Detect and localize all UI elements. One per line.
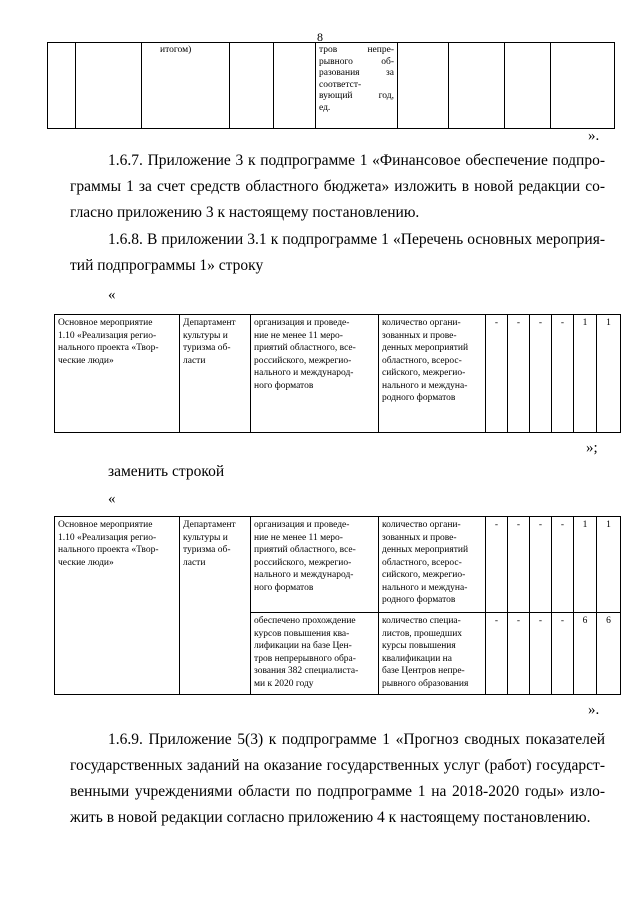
value-cell: 6: [597, 613, 621, 695]
value-cell: -: [508, 517, 530, 613]
value-cell: -: [486, 517, 508, 613]
value-cell: -: [530, 613, 552, 695]
opening-quote: «: [108, 491, 116, 507]
table-cell: [505, 43, 551, 129]
main-activity-cell: Основное мероприятие 1.10 «Реализация регио- нального проекта «Твор- ческие люди»: [55, 517, 180, 695]
value-cell: 1: [574, 315, 597, 433]
result-cell: организация и проведе- ние не менее 11 меро- приятий областного, все- российского, межрегио- нального и международ- ного форматов: [251, 517, 379, 613]
value-cell: -: [530, 517, 552, 613]
result-cell: организация и проведе- ние не менее 11 меро- приятий областного, все- российского, межрегио- нального и международ- ного форматов: [251, 315, 379, 433]
table-cell: тров непре- рывного об- разования за соответст- вующий год, ед.: [316, 43, 398, 129]
table-cell: [76, 43, 142, 129]
value-cell: -: [552, 517, 574, 613]
table-cell: [274, 43, 316, 129]
paragraph-1-6-9: 1.6.9. Приложение 5(3) к подпрограмме 1 «Прогноз сводных показателей государственных заданий на оказание государственных услуг (работ) государст- венными учреждениями области по подпрограмме 1 на 2018-2020 годы» изло- жить в новой редакции согласно приложению 4 к настоящему постановлению.: [70, 731, 605, 826]
table-row: [55, 517, 621, 613]
opening-quote: «: [108, 287, 116, 303]
value-cell: 1: [574, 517, 597, 613]
value-cell: -: [552, 315, 574, 433]
replace-text: заменить строкой: [108, 463, 225, 480]
value-cell: -: [508, 315, 530, 433]
table-new-rows: [54, 516, 621, 695]
executor-cell: Департамент культуры и туризма об- ласти: [180, 517, 251, 695]
table-cell: итогом): [142, 43, 230, 129]
table-cell: [551, 43, 615, 129]
indicator-cell: количество органи- зованных и прове- денных мероприятий областного, всерос- сийского, межрегио- нального и междуна- родного форматов: [379, 517, 486, 613]
closing-quote: ».: [588, 702, 600, 718]
value-cell: -: [486, 613, 508, 695]
table-cell: [48, 43, 76, 129]
executor-cell: Департамент культуры и туризма об- ласти: [180, 315, 251, 433]
closing-quote: ».: [588, 128, 600, 144]
value-cell: -: [486, 315, 508, 433]
value-cell: 6: [574, 613, 597, 695]
result-cell: обеспечено прохождение курсов повышения ква- лификации на базе Цен- тров непрерывного обра- зования 382 специалиста- ми к 2020 году: [251, 613, 379, 695]
page-number: 8: [317, 30, 323, 44]
value-cell: 1: [597, 517, 621, 613]
paragraph-1-6-7: 1.6.7. Приложение 3 к подпрограмме 1 «Финансовое обеспечение подпро- граммы 1 за счет средств областного бюджета» изложить в новой редакции со- гласно приложению 3 к настоящему постановлению.: [70, 152, 605, 221]
value-cell: -: [552, 613, 574, 695]
table-cell: [230, 43, 274, 129]
table-old-row: [54, 314, 621, 433]
continued-table-fragment: [47, 42, 615, 129]
value-cell: -: [508, 613, 530, 695]
closing-quote: »;: [586, 440, 598, 456]
indicator-cell: количество специа- листов, прошедших курсы повышения квалификации на базе Центров непре- рывного образования: [379, 613, 486, 695]
value-cell: -: [530, 315, 552, 433]
table-cell: [449, 43, 505, 129]
indicator-cell: количество органи- зованных и прове- денных мероприятий областного, всерос- сийского, межрегио- нального и междуна- родного форматов: [379, 315, 486, 433]
value-cell: 1: [597, 315, 621, 433]
table-row: [55, 315, 621, 433]
table-cell: [398, 43, 449, 129]
main-activity-cell: Основное мероприятие 1.10 «Реализация регио- нального проекта «Твор- ческие люди»: [55, 315, 180, 433]
paragraph-1-6-8: 1.6.8. В приложении 3.1 к подпрограмме 1 «Перечень основных мероприя- тий подпрограммы 1» строку: [70, 231, 605, 274]
